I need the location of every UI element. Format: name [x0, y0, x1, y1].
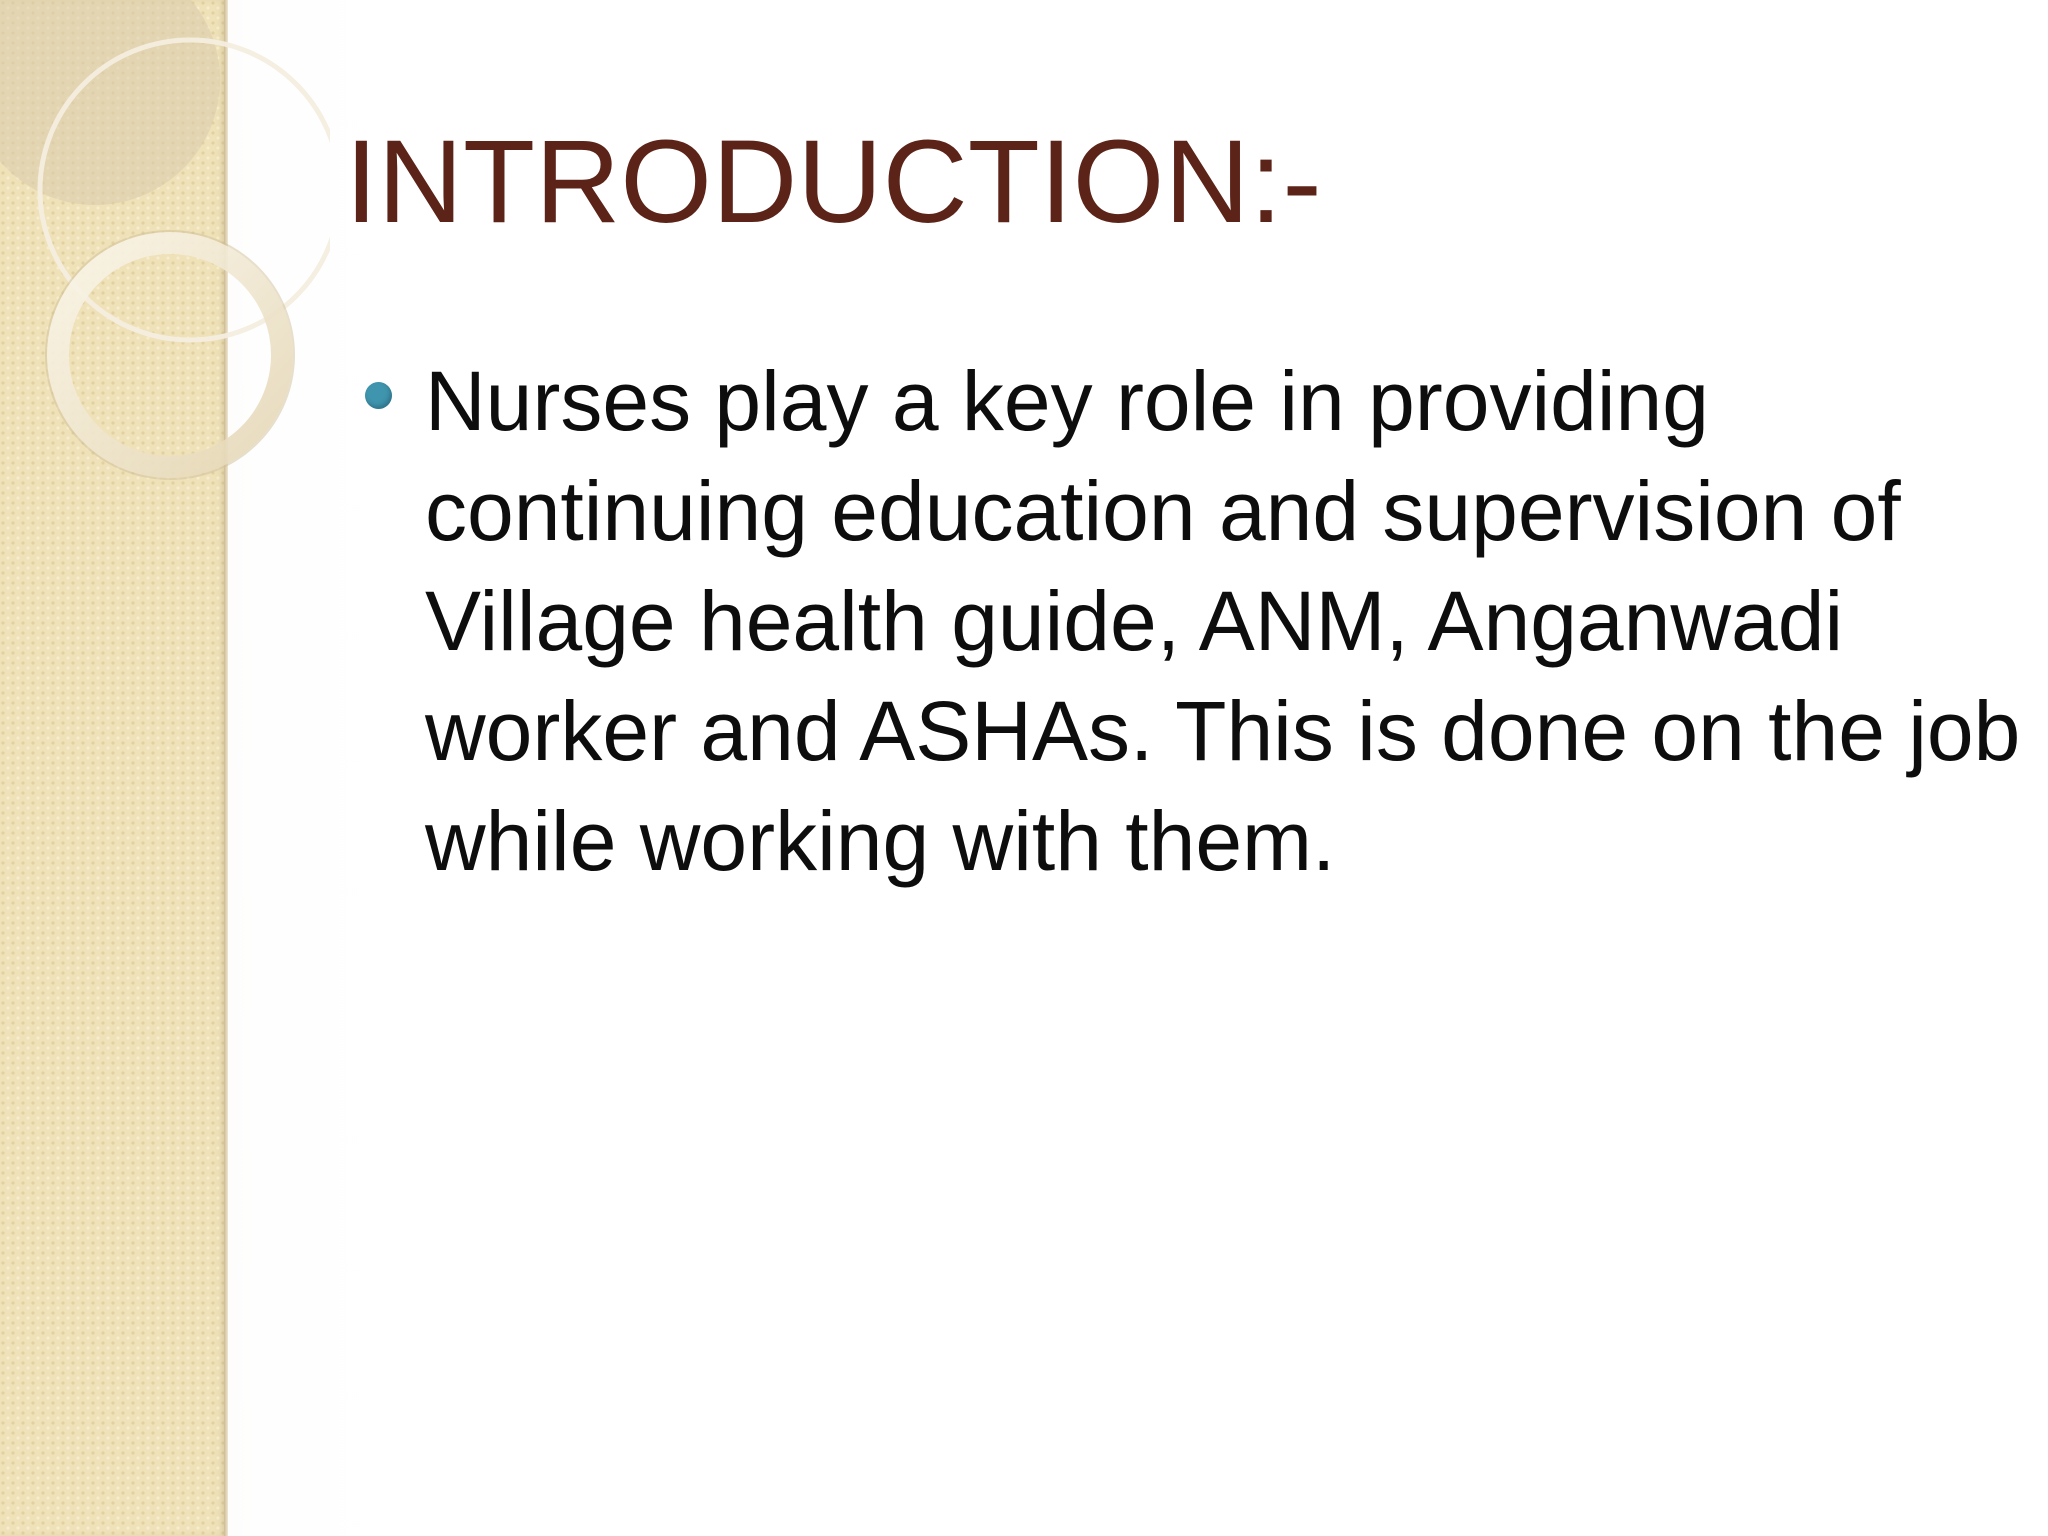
- bullet-dot-icon: [365, 382, 392, 409]
- slide-title: INTRODUCTION:-: [345, 116, 1322, 248]
- bullet-text: Nurses play a key role in providing continuing education and supervision of Village health guide, ANM, Anganwadi worker and ASHAs. This is done on the job while working with them.: [425, 354, 2021, 888]
- bullet-list: [365, 346, 2021, 896]
- decorative-ring-thick: [58, 243, 282, 467]
- decorative-rings: [0, 0, 330, 520]
- list-item: [365, 346, 2021, 896]
- decorative-disc: [0, 0, 220, 205]
